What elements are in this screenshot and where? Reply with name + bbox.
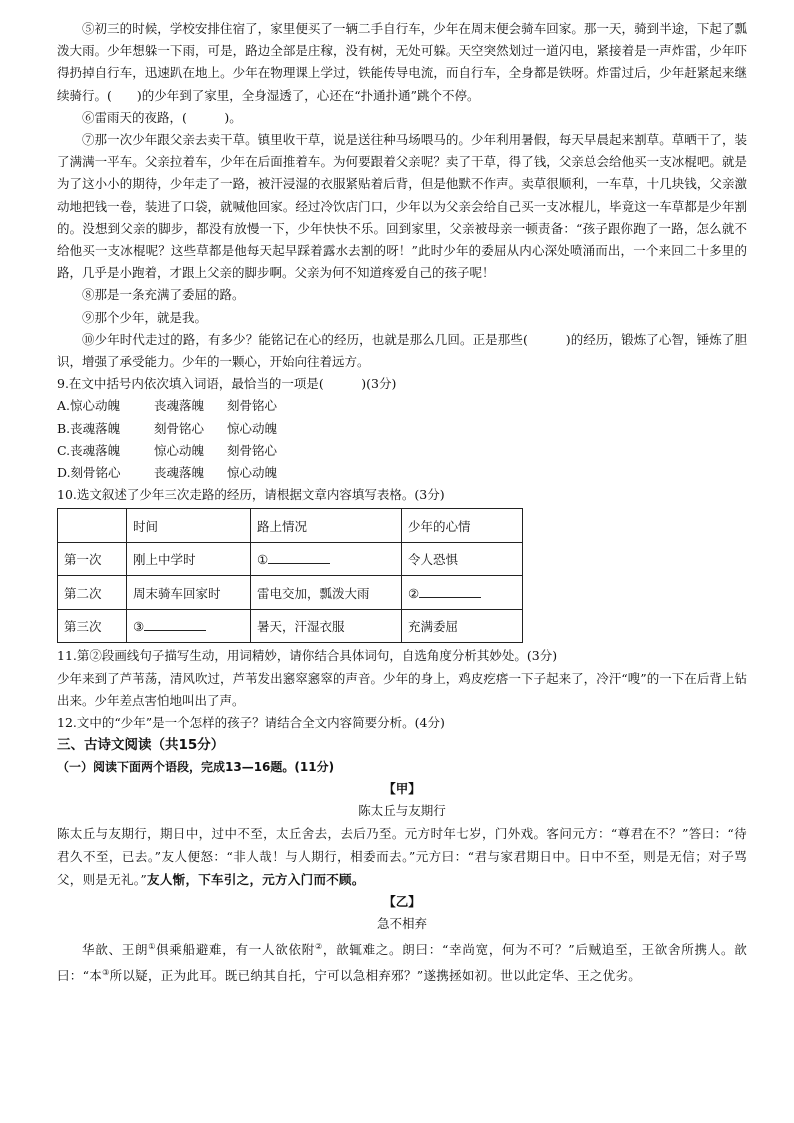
table-cell: 刚上中学时: [127, 542, 251, 576]
passage-yi-mark: 【乙】: [383, 894, 421, 910]
table-header-cell: 时间: [127, 509, 251, 543]
exam-page: [57, 18, 747, 988]
table-cell-blank-3[interactable]: ③: [127, 609, 251, 643]
table-cell: 雷电交加，瓢泼大雨: [251, 576, 402, 610]
footnote-marker: ①: [148, 942, 157, 952]
footnote-marker: ②: [314, 942, 323, 952]
question-11-quote: 少年来到了芦苇荡，清风吹过，芦苇发出窸窣窸窣的声音。少年的身上，鸡皮疙瘩一下子起来了，冷汗“嗖”的一下在后背上钻出来。少年差点害怕地叫出了声。: [57, 670, 747, 708]
table-cell-blank-2[interactable]: ②: [402, 576, 523, 610]
footnote-marker: ③: [102, 968, 110, 978]
passage-jia-title: 陈太丘与友期行: [358, 803, 446, 819]
table-row: [58, 542, 523, 576]
passage-jia-body: 陈太丘与友期行，期日中，过中不至，太丘舍去，去后乃至。元方时年七岁，门外戏。客问元方：“尊君在不？”答曰：“待君久不至，已去。”友人便怒：“非人哉！与人期行，相委而去。”元方曰：“君与家君期日中。日中不至，则是无信；对子骂父，则是无礼。”友人惭，下车引之，元方入门而不顾。: [57, 826, 747, 888]
table-cell: 令人恐惧: [402, 542, 523, 576]
paragraph-10: ⑩少年时代走过的路，有多少？能铭记在心的经历，也就是那么几回。正是那些( )的经历，锻炼了心智，锤炼了胆识，增强了承受能力。少年的一颗心，开始向往着远方。: [57, 331, 747, 370]
answer-blank[interactable]: [268, 551, 330, 564]
question-12-stem: 12.文中的“少年”是一个怎样的孩子？请结合全文内容简要分析。(4分): [57, 715, 445, 731]
table-cell: 充满委屈: [402, 609, 523, 643]
table-cell: 周末骑车回家时: [127, 576, 251, 610]
passage-yi-title: 急不相弃: [376, 916, 427, 932]
question-9-option-d: D.刻骨铭心 丧魂落魄 惊心动魄: [57, 465, 278, 481]
paragraph-7: ⑦那一次少年跟父亲去卖干草。镇里收干草，说是送往种马场喂马的。少年利用暑假，每天早晨起来割草。草晒干了，装了满满一平车。父亲拉着车，少年在后面推着车。为何要跟着父亲呢？卖了干草，得了钱，父亲总会给他买一支冰棍吧。就是为了这小小的期待，少年走了一路，被汗浸湿的衣服紧贴着后背，但是他默不作声。卖草很顺利，一车草，十几块钱，父亲激动地把钱一卷，装进了口袋，就喊他回家。经过冷饮店门口，少年以为父亲会给自己买一支冰棍儿，毕竟这一车草都是少年割的。没想到父亲的脚步，都没有放慢一下，少年快快不乐。回到家里，父亲被母亲一顿责备：“孩子跟你跑了一路，怎么就不给他买一支冰棍呢？这些草都是他每天起早踩着露水去割的呀！”此时少年的委屈从内心深处喷涌而出，一个来回二十多里的路，几乎是小跑着，才跟上父亲的脚步啊。父亲为何不知道疼爱自己的孩子呢！: [57, 132, 747, 281]
table-header-cell: [58, 509, 127, 543]
question-9-option-c: C.丧魂落魄 惊心动魄 刻骨铭心: [57, 442, 278, 458]
table-cell-blank-1[interactable]: ①: [251, 542, 402, 576]
question-9-option-a: A.惊心动魄 丧魂落魄 刻骨铭心: [57, 398, 278, 414]
answer-blank[interactable]: [144, 618, 206, 631]
table-header-cell: 路上情况: [251, 509, 402, 543]
question-10-stem: 10.选文叙述了少年三次走路的经历，请根据文章内容填写表格。(3分): [57, 487, 445, 503]
table-cell: 第一次: [58, 542, 127, 576]
section-3-title: 三、古诗文阅读（共15分）: [57, 737, 225, 754]
passage-jia-mark: 【甲】: [383, 781, 421, 797]
table-cell: 第二次: [58, 576, 127, 610]
passage-jia-bold-sentence: 友人惭，下车引之，元方入门而不顾。: [147, 872, 365, 888]
journey-table: [57, 508, 523, 643]
table-cell: 第三次: [58, 609, 127, 643]
question-9-stem: 9.在文中括号内依次填入词语，最恰当的一项是( )(3分): [57, 376, 397, 392]
paragraph-9: ⑨那个少年，就是我。: [82, 309, 208, 325]
paragraph-5: ⑤初三的时候，学校安排住宿了，家里便买了一辆二手自行车，少年在周末便会骑车回家。那一天，骑到半途，下起了瓢泼大雨。少年想躲一下雨，可是，路边全部是庄稼，没有树，无处可躲。天空突然划过一道闪电，紧接着是一声炸雷，少年吓得扔掉自行车，迅速趴在地上。少年在物理课上学过，铁能传导电流，而自行车，全身都是铁呀。炸雷过后，少年赶紧起来继续骑行。( )的少年到了家里，全身湿透了，心还在“扑通扑通”跳个不停。: [57, 21, 747, 103]
question-11-stem: 11.第②段画线句子描写生动，用词精妙，请你结合具体词句，自选角度分析其妙处。(3分): [57, 648, 558, 664]
table-header-row: [58, 509, 523, 543]
paragraph-8: ⑧那是一条充满了委屈的路。: [82, 287, 245, 303]
passage-yi-body: 华歆、王朗①俱乘船避难，有一人欲依附②，歆辄难之。朗曰：“幸尚宽，何为不可？”后贼追至，王欲舍所携人。歆曰：“本③所以疑，正为此耳。既已纳其自托，宁可以急相弃邪？”遂携拯如初。世以此定华、王之优劣。: [57, 942, 747, 984]
answer-blank[interactable]: [419, 585, 481, 598]
section-3-subtitle: （一）阅读下面两个语段，完成13—16题。(11分): [57, 760, 335, 775]
question-9-option-b: B.丧魂落魄 刻骨铭心 惊心动魄: [57, 420, 278, 436]
table-row: [58, 576, 523, 610]
table-cell: 暑天，汗湿衣服: [251, 609, 402, 643]
table-row: [58, 609, 523, 643]
table-header-cell: 少年的心情: [402, 509, 523, 543]
paragraph-6: ⑥雷雨天的夜路，( )。: [82, 109, 242, 125]
